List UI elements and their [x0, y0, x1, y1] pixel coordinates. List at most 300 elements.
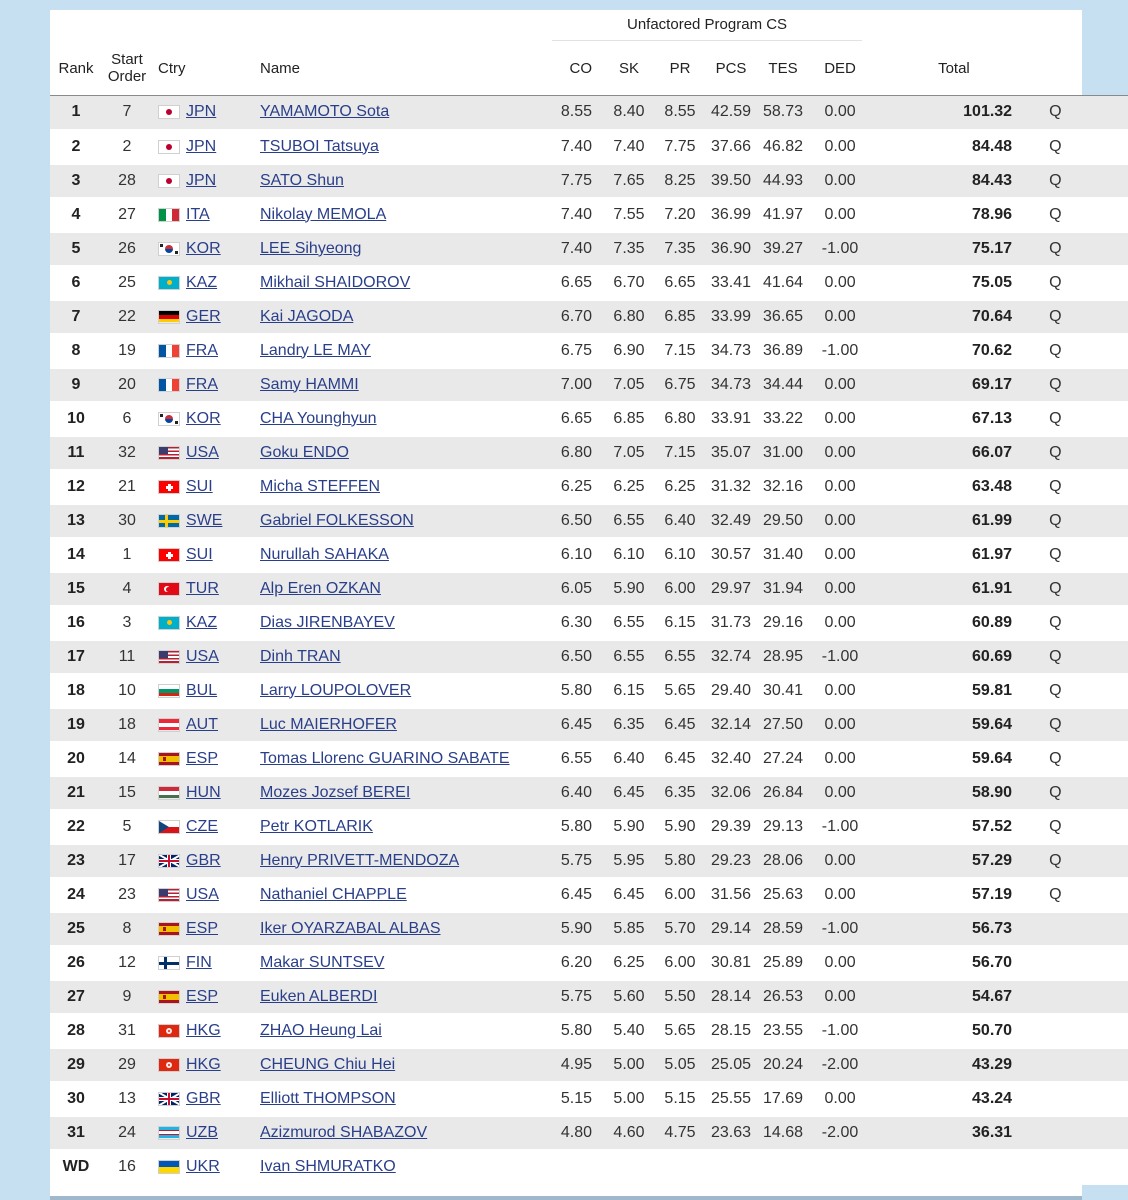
- country-link[interactable]: HKG: [186, 1055, 221, 1073]
- skater-name-link[interactable]: ZHAO Heung Lai: [260, 1021, 382, 1039]
- skater-name-link[interactable]: Iker OYARZABAL ALBAS: [260, 919, 441, 937]
- table-row: [50, 198, 1128, 232]
- start-order-cell: 20: [102, 368, 152, 402]
- total-cell: [866, 1150, 1128, 1184]
- skater-name-link[interactable]: Micha STEFFEN: [260, 477, 381, 495]
- table-row: [50, 164, 1128, 198]
- tes-cell: 30.41: [752, 674, 814, 708]
- total-value: 61.91: [972, 579, 1013, 597]
- start-order-cell: 19: [102, 334, 152, 368]
- skater-name-link[interactable]: Henry PRIVETT-MENDOZA: [260, 851, 460, 869]
- pr-cell: 7.75: [650, 130, 710, 164]
- total-cell: [866, 334, 1128, 368]
- start-order-cell: 1: [102, 538, 152, 572]
- table-row: [50, 572, 1128, 606]
- skater-name-link[interactable]: Alp Eren OZKAN: [260, 579, 381, 597]
- ded-cell: 0.00: [814, 708, 866, 742]
- name-cell: [252, 708, 548, 742]
- rank-cell: 17: [50, 640, 102, 674]
- country-cell: [152, 504, 252, 538]
- pr-cell: 5.90: [650, 810, 710, 844]
- country-link[interactable]: ESP: [186, 987, 219, 1005]
- country-cell: [152, 844, 252, 878]
- total-value: 70.64: [972, 307, 1013, 325]
- ded-cell: 0.00: [814, 572, 866, 606]
- total-value: 75.05: [972, 273, 1013, 291]
- sk-cell: 6.15: [608, 674, 650, 708]
- country-link[interactable]: SWE: [186, 511, 223, 529]
- total-value: 61.99: [972, 511, 1013, 529]
- skater-name-link[interactable]: Tomas Llorenc GUARINO SABATE: [260, 749, 510, 767]
- ded-cell: -1.00: [814, 810, 866, 844]
- start-order-cell: 2: [102, 130, 152, 164]
- col-header-ded: DED: [814, 41, 866, 96]
- total-value: 66.07: [972, 443, 1013, 461]
- co-cell: 6.55: [548, 742, 608, 776]
- table-row: [50, 946, 1128, 980]
- name-cell: [252, 1150, 548, 1184]
- skater-name-link[interactable]: Luc MAIERHOFER: [260, 715, 397, 733]
- italy-flag-icon: [158, 208, 180, 222]
- co-cell: 6.10: [548, 538, 608, 572]
- co-cell: 5.15: [548, 1082, 608, 1116]
- total-cell: [866, 674, 1128, 708]
- korea-flag-icon: [158, 242, 180, 256]
- total-cell: [866, 232, 1128, 266]
- start-order-line1: Start: [111, 51, 143, 68]
- pr-cell: 5.50: [650, 980, 710, 1014]
- pr-cell: 6.85: [650, 300, 710, 334]
- rank-cell: 1: [50, 96, 102, 130]
- country-cell: [152, 1082, 252, 1116]
- pcs-cell: 32.06: [710, 776, 752, 810]
- skater-name-link[interactable]: Samy HAMMI: [260, 375, 359, 393]
- pcs-cell: 23.63: [710, 1116, 752, 1150]
- start-order-cell: 21: [102, 470, 152, 504]
- pcs-cell: 29.39: [710, 810, 752, 844]
- rank-cell: 16: [50, 606, 102, 640]
- start-order-cell: 24: [102, 1116, 152, 1150]
- sk-cell: 7.35: [608, 232, 650, 266]
- qualified-marker: Q: [1049, 375, 1062, 393]
- name-cell: [252, 504, 548, 538]
- pr-cell: 6.75: [650, 368, 710, 402]
- col-header-name: Name: [252, 41, 548, 96]
- tes-cell: 25.89: [752, 946, 814, 980]
- sk-cell: 7.05: [608, 436, 650, 470]
- finland-flag-icon: [158, 956, 180, 970]
- co-cell: 5.80: [548, 1014, 608, 1048]
- co-cell: 6.65: [548, 266, 608, 300]
- country-link[interactable]: JPN: [186, 137, 217, 155]
- qualified-marker: Q: [1049, 851, 1062, 869]
- country-link[interactable]: ESP: [186, 919, 219, 937]
- tes-cell: 41.64: [752, 266, 814, 300]
- co-cell: 6.25: [548, 470, 608, 504]
- table-row: [50, 436, 1128, 470]
- rank-cell: 3: [50, 164, 102, 198]
- total-cell: [866, 946, 1128, 980]
- tes-cell: 29.13: [752, 810, 814, 844]
- start-order-cell: 32: [102, 436, 152, 470]
- sk-cell: 6.85: [608, 402, 650, 436]
- qualified-marker: Q: [1049, 477, 1062, 495]
- pr-cell: 8.55: [650, 96, 710, 130]
- skater-name-link[interactable]: Gabriel FOLKESSON: [260, 511, 414, 529]
- pr-cell: 6.45: [650, 742, 710, 776]
- sk-cell: 6.55: [608, 606, 650, 640]
- pcs-cell: 29.97: [710, 572, 752, 606]
- ded-cell: 0.00: [814, 504, 866, 538]
- co-cell: 5.90: [548, 912, 608, 946]
- country-cell: [152, 708, 252, 742]
- total-cell: [866, 470, 1128, 504]
- qualified-marker: Q: [1049, 171, 1062, 189]
- rank-cell: 22: [50, 810, 102, 844]
- co-cell: 5.75: [548, 980, 608, 1014]
- co-cell: 7.75: [548, 164, 608, 198]
- country-link[interactable]: GBR: [186, 1089, 221, 1107]
- country-link[interactable]: HUN: [186, 783, 221, 801]
- country-cell: [152, 878, 252, 912]
- pr-cell: 5.05: [650, 1048, 710, 1082]
- country-cell: [152, 1150, 252, 1184]
- skater-name-link[interactable]: CHEUNG Chiu Hei: [260, 1055, 396, 1073]
- co-cell: 6.80: [548, 436, 608, 470]
- total-value: 84.43: [972, 171, 1013, 189]
- total-value: 67.13: [972, 409, 1013, 427]
- group-header-cell: [548, 10, 866, 41]
- skater-name-link[interactable]: Petr KOTLARIK: [260, 817, 373, 835]
- skater-name-link[interactable]: Ivan SHMURATKO: [260, 1157, 396, 1175]
- ded-cell: -1.00: [814, 912, 866, 946]
- qualified-marker: Q: [1049, 443, 1062, 461]
- sk-cell: 6.55: [608, 640, 650, 674]
- name-cell: [252, 300, 548, 334]
- start-order-cell: 17: [102, 844, 152, 878]
- total-cell: [866, 878, 1128, 912]
- pcs-cell: 32.49: [710, 504, 752, 538]
- pr-cell: 7.15: [650, 436, 710, 470]
- pr-cell: 5.65: [650, 674, 710, 708]
- ded-cell: -1.00: [814, 334, 866, 368]
- country-link[interactable]: JPN: [186, 171, 217, 189]
- skater-name-link[interactable]: Mikhail SHAIDOROV: [260, 273, 411, 291]
- rank-cell: 31: [50, 1116, 102, 1150]
- start-order-cell: 3: [102, 606, 152, 640]
- country-link[interactable]: USA: [186, 647, 219, 665]
- total-value: 50.70: [972, 1021, 1013, 1039]
- skater-name-link[interactable]: LEE Sihyeong: [260, 239, 362, 257]
- sk-cell: 5.40: [608, 1014, 650, 1048]
- co-cell: 6.45: [548, 878, 608, 912]
- rank-cell: 30: [50, 1082, 102, 1116]
- austria-flag-icon: [158, 718, 180, 732]
- name-cell: [252, 878, 548, 912]
- country-link[interactable]: UZB: [186, 1123, 218, 1141]
- total-cell: [866, 776, 1128, 810]
- rank-cell: 29: [50, 1048, 102, 1082]
- tes-cell: 28.95: [752, 640, 814, 674]
- country-link[interactable]: HKG: [186, 1021, 221, 1039]
- spain-flag-icon: [158, 752, 180, 766]
- table-row: [50, 538, 1128, 572]
- country-link[interactable]: GER: [186, 307, 221, 325]
- country-cell: [152, 334, 252, 368]
- country-link[interactable]: JPN: [186, 103, 217, 121]
- total-value: 60.69: [972, 647, 1013, 665]
- skater-name-link[interactable]: Makar SUNTSEV: [260, 953, 385, 971]
- tes-cell: 25.63: [752, 878, 814, 912]
- skater-name-link[interactable]: Mozes Jozsef BEREI: [260, 783, 411, 801]
- start-order-cell: 12: [102, 946, 152, 980]
- total-value: 57.29: [972, 851, 1013, 869]
- total-cell: [866, 436, 1128, 470]
- tes-cell: 33.22: [752, 402, 814, 436]
- skater-name-link[interactable]: Goku ENDO: [260, 443, 349, 461]
- total-value: 56.73: [972, 919, 1013, 937]
- country-link[interactable]: TUR: [186, 579, 219, 597]
- rank-cell: 4: [50, 198, 102, 232]
- country-cell: [152, 198, 252, 232]
- country-link[interactable]: KAZ: [186, 613, 218, 631]
- korea-flag-icon: [158, 412, 180, 426]
- tes-cell: 58.73: [752, 96, 814, 130]
- country-cell: [152, 980, 252, 1014]
- sk-cell: 7.65: [608, 164, 650, 198]
- start-order-cell: 14: [102, 742, 152, 776]
- co-cell: 4.95: [548, 1048, 608, 1082]
- ded-cell: 0.00: [814, 96, 866, 130]
- country-link[interactable]: FRA: [186, 341, 218, 359]
- co-cell: 6.45: [548, 708, 608, 742]
- pcs-cell: 39.50: [710, 164, 752, 198]
- col-header-ctry: Ctry: [152, 41, 252, 96]
- pcs-cell: 33.91: [710, 402, 752, 436]
- sk-cell: 5.90: [608, 572, 650, 606]
- country-link[interactable]: KAZ: [186, 273, 218, 291]
- total-cell: [866, 572, 1128, 606]
- co-cell: 7.40: [548, 232, 608, 266]
- skater-name-link[interactable]: TSUBOI Tatsuya: [260, 137, 379, 155]
- skater-name-link[interactable]: Euken ALBERDI: [260, 987, 378, 1005]
- pcs-cell: 32.40: [710, 742, 752, 776]
- country-link[interactable]: USA: [186, 885, 219, 903]
- qualified-marker: Q: [1049, 137, 1062, 155]
- pcs-cell: 32.14: [710, 708, 752, 742]
- name-cell: [252, 130, 548, 164]
- country-cell: [152, 912, 252, 946]
- name-cell: [252, 368, 548, 402]
- country-link[interactable]: USA: [186, 443, 219, 461]
- sk-cell: 7.40: [608, 130, 650, 164]
- co-cell: 6.30: [548, 606, 608, 640]
- country-cell: [152, 674, 252, 708]
- name-cell: [252, 470, 548, 504]
- skater-name-link[interactable]: Landry LE MAY: [260, 341, 371, 359]
- col-header-co: CO: [548, 41, 608, 96]
- pcs-cell: 31.73: [710, 606, 752, 640]
- name-cell: [252, 1048, 548, 1082]
- country-link[interactable]: CZE: [186, 817, 218, 835]
- results-panel: [50, 10, 1082, 1200]
- country-link[interactable]: FIN: [186, 953, 212, 971]
- sk-cell: 6.10: [608, 538, 650, 572]
- sk-cell: 5.85: [608, 912, 650, 946]
- table-row: [50, 776, 1128, 810]
- total-value: 70.62: [972, 341, 1013, 359]
- col-header-total: Total: [866, 41, 1128, 96]
- rank-cell: 13: [50, 504, 102, 538]
- pr-cell: 7.35: [650, 232, 710, 266]
- name-cell: [252, 96, 548, 130]
- start-order-cell: 10: [102, 674, 152, 708]
- tes-cell: 31.00: [752, 436, 814, 470]
- sk-cell: 5.00: [608, 1048, 650, 1082]
- skater-name-link[interactable]: Azizmurod SHABAZOV: [260, 1123, 428, 1141]
- ded-cell: 0.00: [814, 300, 866, 334]
- qualified-marker: Q: [1049, 715, 1062, 733]
- country-cell: [152, 436, 252, 470]
- name-cell: [252, 538, 548, 572]
- pcs-cell: 28.14: [710, 980, 752, 1014]
- name-cell: [252, 164, 548, 198]
- country-cell: [152, 742, 252, 776]
- tes-cell: 36.89: [752, 334, 814, 368]
- table-row: [50, 640, 1128, 674]
- total-cell: [866, 130, 1128, 164]
- results-body: [50, 96, 1128, 1184]
- pcs-cell: 36.90: [710, 232, 752, 266]
- skater-name-link[interactable]: YAMAMOTO Sota: [260, 103, 390, 121]
- sk-cell: 6.45: [608, 878, 650, 912]
- co-cell: 6.50: [548, 504, 608, 538]
- country-link[interactable]: KOR: [186, 239, 221, 257]
- skater-name-link[interactable]: Kai JAGODA: [260, 307, 354, 325]
- bulgaria-flag-icon: [158, 684, 180, 698]
- usa-flag-icon: [158, 888, 180, 902]
- skater-name-link[interactable]: SATO Shun: [260, 171, 344, 189]
- skater-name-link[interactable]: Nikolay MEMOLA: [260, 205, 387, 223]
- ded-cell: 0.00: [814, 130, 866, 164]
- start-order-cell: 23: [102, 878, 152, 912]
- total-cell: [866, 708, 1128, 742]
- total-value: 84.48: [972, 137, 1013, 155]
- skater-name-link[interactable]: Nathaniel CHAPPLE: [260, 885, 407, 903]
- co-cell: 6.50: [548, 640, 608, 674]
- pcs-cell: 33.41: [710, 266, 752, 300]
- ded-cell: 0.00: [814, 470, 866, 504]
- rank-cell: 18: [50, 674, 102, 708]
- rank-cell: 7: [50, 300, 102, 334]
- country-link[interactable]: SUI: [186, 545, 213, 563]
- skater-name-link[interactable]: CHA Younghyun: [260, 409, 377, 427]
- country-link[interactable]: GBR: [186, 851, 221, 869]
- sk-cell: 6.25: [608, 946, 650, 980]
- pr-cell: 6.25: [650, 470, 710, 504]
- rank-cell: 24: [50, 878, 102, 912]
- country-link[interactable]: UKR: [186, 1157, 220, 1175]
- tes-cell: 34.44: [752, 368, 814, 402]
- name-cell: [252, 742, 548, 776]
- tes-cell: 23.55: [752, 1014, 814, 1048]
- skater-name-link[interactable]: Dinh TRAN: [260, 647, 341, 665]
- start-order-cell: 15: [102, 776, 152, 810]
- col-header-pcs: PCS: [710, 41, 752, 96]
- total-cell: [866, 402, 1128, 436]
- total-cell: [866, 980, 1128, 1014]
- ded-cell: 0.00: [814, 1082, 866, 1116]
- table-row: [50, 504, 1128, 538]
- ded-cell: -1.00: [814, 232, 866, 266]
- tes-cell: 26.84: [752, 776, 814, 810]
- country-link[interactable]: ITA: [186, 205, 210, 223]
- pr-cell: 8.25: [650, 164, 710, 198]
- skater-name-link[interactable]: Larry LOUPOLOVER: [260, 681, 412, 699]
- kazakhstan-flag-icon: [158, 276, 180, 290]
- pcs-cell: 32.74: [710, 640, 752, 674]
- co-cell: 6.20: [548, 946, 608, 980]
- name-cell: [252, 1116, 548, 1150]
- co-cell: 7.40: [548, 198, 608, 232]
- col-header-pr: PR: [650, 41, 710, 96]
- table-row: [50, 266, 1128, 300]
- usa-flag-icon: [158, 650, 180, 664]
- rank-cell: 14: [50, 538, 102, 572]
- country-cell: [152, 606, 252, 640]
- total-value: 43.29: [972, 1055, 1013, 1073]
- co-cell: 7.40: [548, 130, 608, 164]
- country-link[interactable]: AUT: [186, 715, 218, 733]
- total-value: 58.90: [972, 783, 1013, 801]
- tes-cell: 29.50: [752, 504, 814, 538]
- tes-cell: 36.65: [752, 300, 814, 334]
- country-link[interactable]: SUI: [186, 477, 213, 495]
- sk-cell: 6.25: [608, 470, 650, 504]
- country-link[interactable]: KOR: [186, 409, 221, 427]
- name-cell: [252, 572, 548, 606]
- table-row: [50, 300, 1128, 334]
- start-order-cell: 18: [102, 708, 152, 742]
- sk-cell: 5.60: [608, 980, 650, 1014]
- country-link[interactable]: ESP: [186, 749, 219, 767]
- co-cell: 6.75: [548, 334, 608, 368]
- pr-cell: 6.00: [650, 572, 710, 606]
- qualified-marker: Q: [1049, 783, 1062, 801]
- skater-name-link[interactable]: Dias JIRENBAYEV: [260, 613, 395, 631]
- hongkong-flag-icon: [158, 1058, 180, 1072]
- pr-cell: 5.70: [650, 912, 710, 946]
- start-order-cell: 4: [102, 572, 152, 606]
- country-link[interactable]: BUL: [186, 681, 218, 699]
- skater-name-link[interactable]: Nurullah SAHAKA: [260, 545, 389, 563]
- start-order-line2: Order: [107, 68, 147, 85]
- name-cell: [252, 844, 548, 878]
- switzerland-flag-icon: [158, 548, 180, 562]
- start-order-cell: 16: [102, 1150, 152, 1184]
- rank-cell: 2: [50, 130, 102, 164]
- country-cell: [152, 538, 252, 572]
- total-cell: [866, 96, 1128, 130]
- total-cell: [866, 1082, 1128, 1116]
- france-flag-icon: [158, 378, 180, 392]
- pcs-cell: 28.15: [710, 1014, 752, 1048]
- tes-cell: 27.24: [752, 742, 814, 776]
- skater-name-link[interactable]: Elliott THOMPSON: [260, 1089, 396, 1107]
- tes-cell: 32.16: [752, 470, 814, 504]
- country-link[interactable]: FRA: [186, 375, 218, 393]
- results-table: [50, 10, 1128, 1185]
